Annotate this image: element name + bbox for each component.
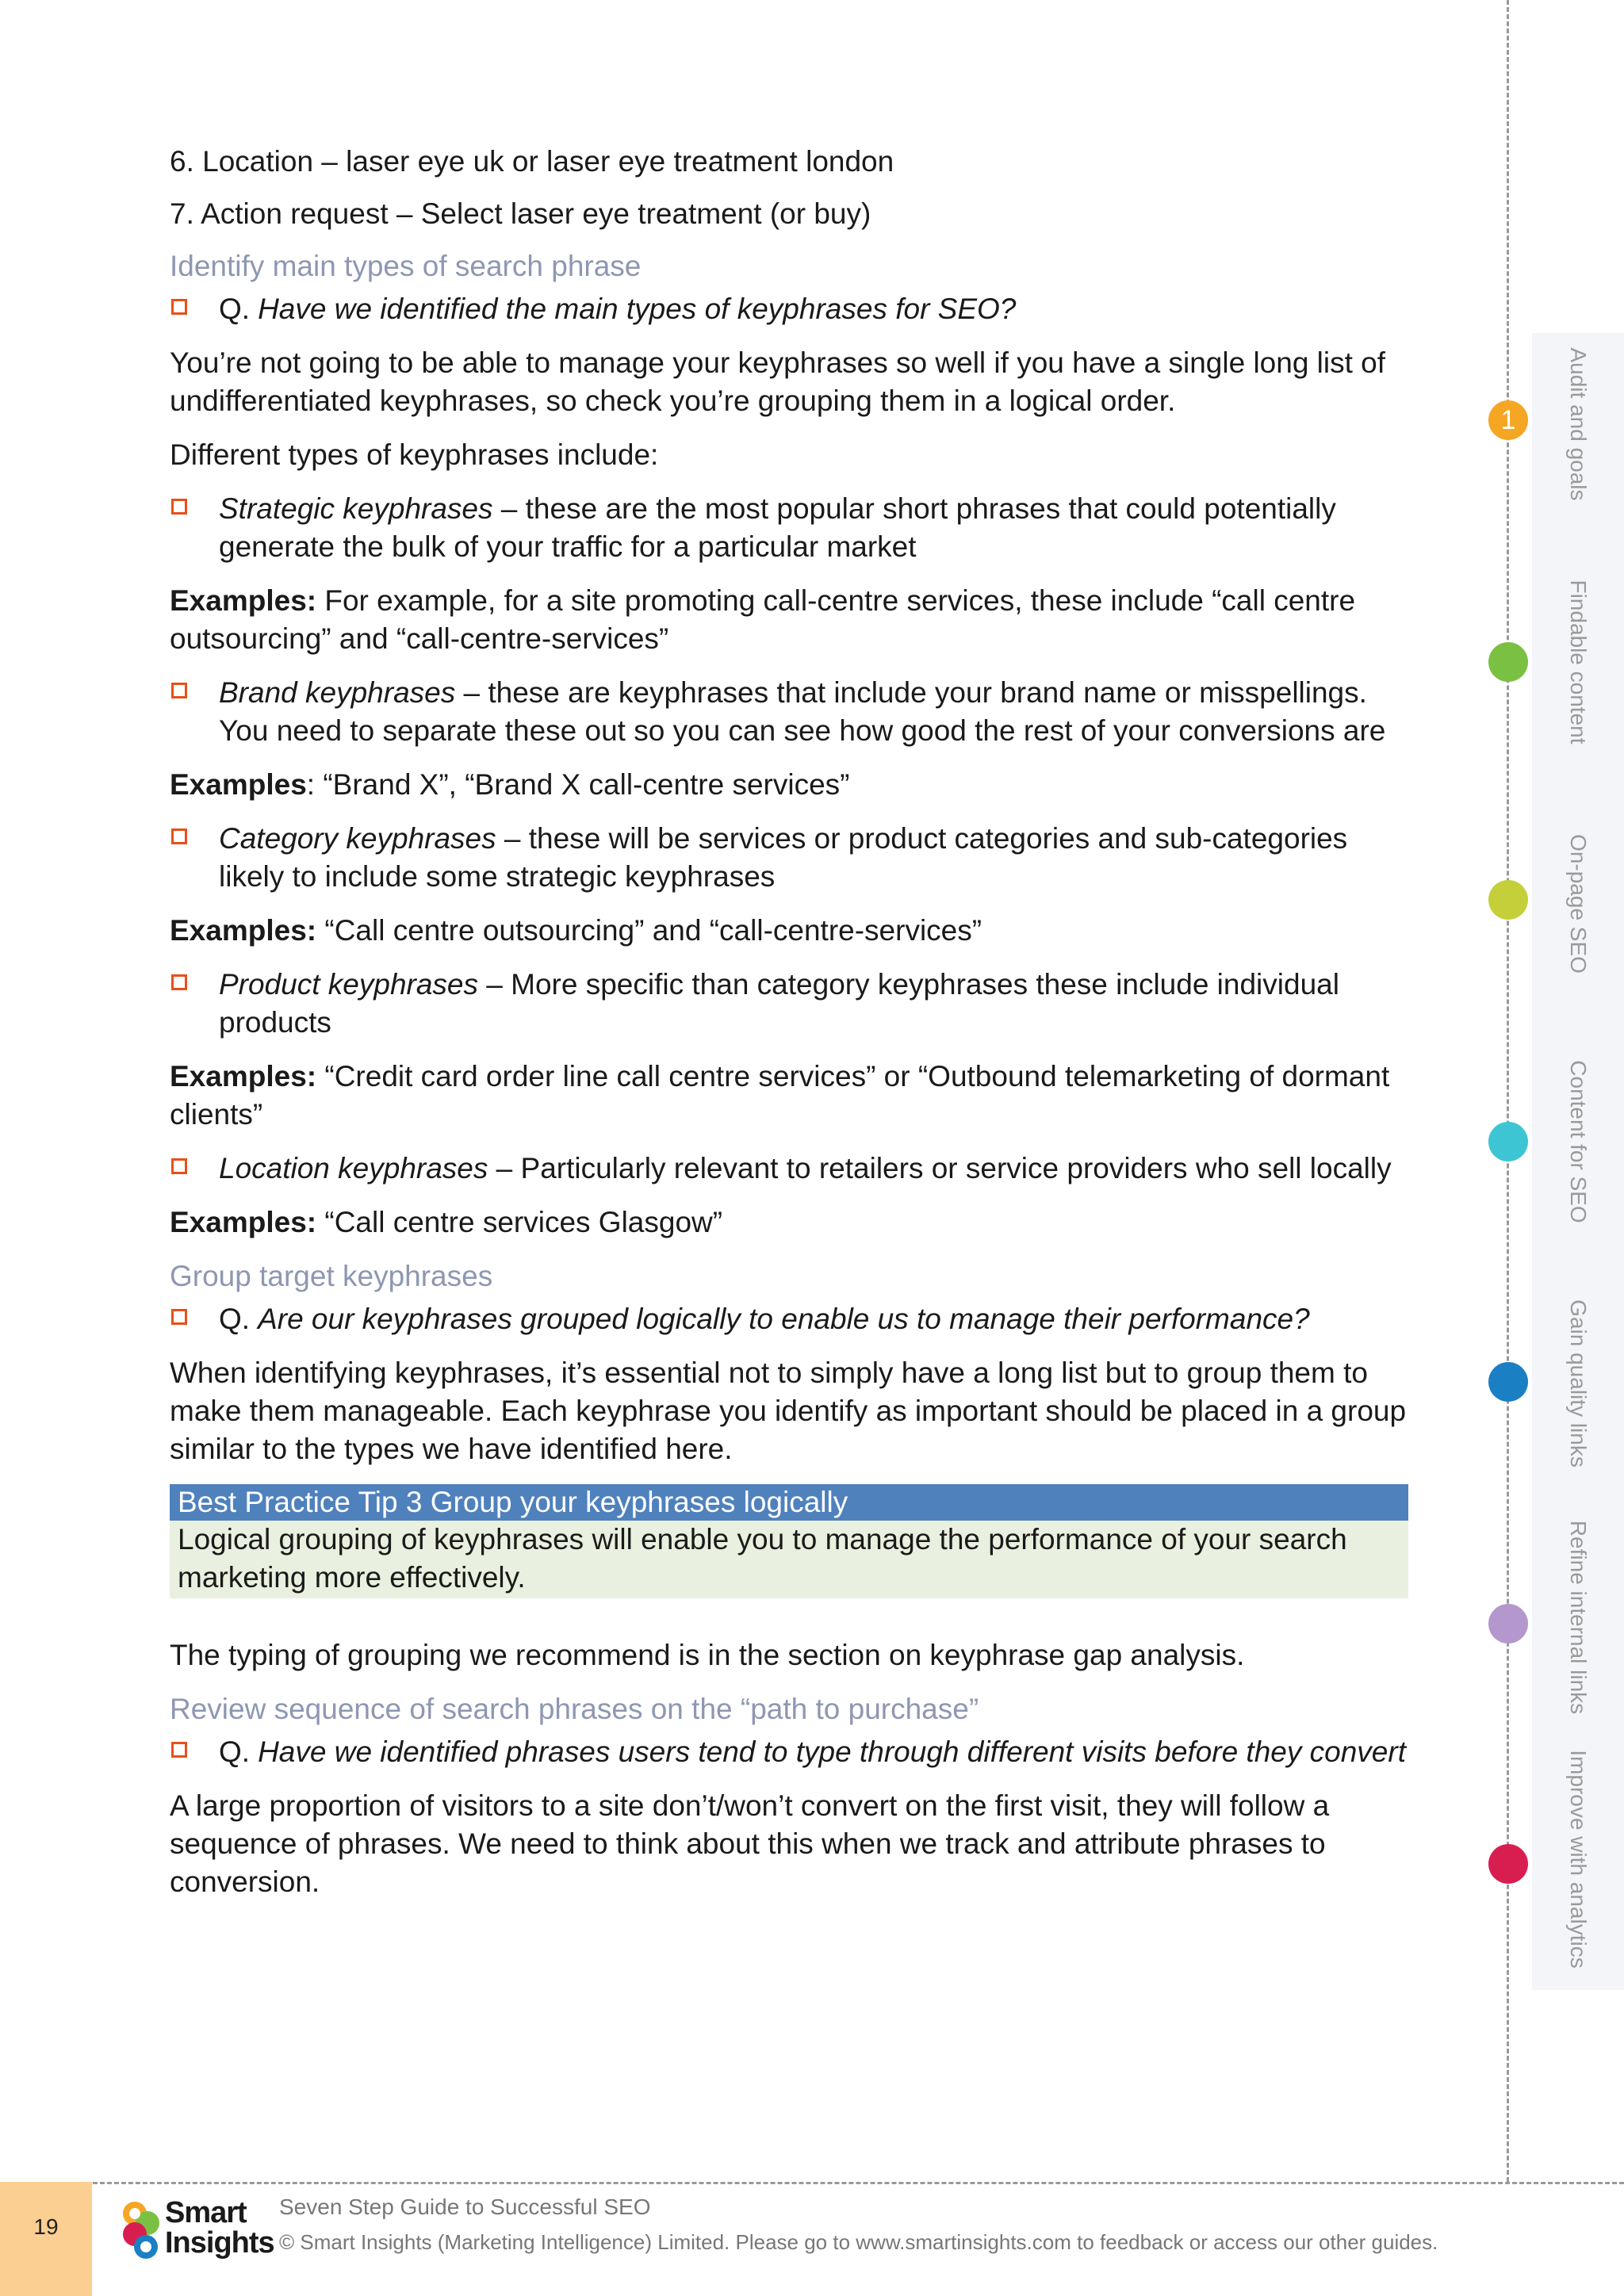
tip-body: Logical grouping of keyphrases will enable you to manage the performance of your search marketing more effectively. [170,1521,1408,1598]
examples-line [170,1058,1411,1134]
question-tag: Q. [219,293,251,325]
question-tag: Q. [219,1735,251,1768]
examples-text: “Call centre outsourcing” and “call-centre-services” [316,914,982,947]
logo-word-1: Smart [165,2196,247,2229]
checkbox-icon [171,1742,187,1758]
examples-text: : “Brand X”, “Brand X call-centre services” [306,768,850,801]
page-number: 19 [33,2214,59,2239]
paragraph: You’re not going to be able to manage your keyphrases so well if you have a single long list of undifferentiated keyphrases, so check you’re grouping them in a logical order. [170,346,1386,417]
keyphrase-type-item [170,820,1411,896]
sidebar-label-findable[interactable]: Findable content [1566,580,1591,744]
step-dot-audit[interactable] [1488,400,1528,440]
logo-word-2: Insights [165,2226,274,2260]
checkbox-icon [171,299,187,315]
section-heading-group-keyphrases: Group target keyphrases [170,1260,493,1292]
question-tag: Q. [219,1303,251,1335]
page-content [170,143,1411,1917]
sidebar-label-content[interactable]: Content for SEO [1566,1060,1591,1223]
sidebar-label-links[interactable]: Gain quality links [1566,1299,1591,1468]
keyphrase-type-item [170,490,1411,566]
keyphrase-type-desc: – these will be services or product categories and sub-categories likely to include some strategic keyphrases [219,822,1348,893]
keyphrase-type-term: Location keyphrases [219,1152,488,1184]
list-item-6: 6. Location – laser eye uk or laser eye treatment london [170,145,894,178]
examples-label: Examples [170,768,307,801]
keyphrase-type-term: Strategic keyphrases [219,492,493,525]
step-dot-findable[interactable] [1488,642,1528,682]
keyphrase-type-term: Category keyphrases [219,822,496,855]
checkbox-icon [171,499,187,515]
sidebar-label-audit[interactable]: Audit and goals [1566,347,1591,501]
keyphrase-type-item [170,966,1411,1042]
checkbox-icon [171,828,187,844]
examples-text: For example, for a site promoting call-centre services, these include “call centre outsourcing” and “call-centre-services” [170,584,1356,655]
paragraph: Different types of keyphrases include: [170,438,659,471]
sidebar-label-onpage[interactable]: On-page SEO [1566,834,1591,974]
keyphrase-type-term: Brand keyphrases [219,676,456,709]
logo-mark-icon [121,2199,162,2263]
examples-label: Examples: [170,914,317,947]
step-dot-internal[interactable] [1488,1604,1528,1644]
examples-line [170,912,1411,950]
section-heading-search-phrase-types: Identify main types of search phrase [170,250,642,282]
checkbox-icon [171,1309,187,1325]
examples-text: “Credit card order line call centre services” or “Outbound telemarketing of dormant clients” [170,1060,1390,1131]
footer-copyright: © Smart Insights (Marketing Intelligence) Limited. Please go to www.smartinsights.com to feedback or access our other guides. [279,2230,1438,2254]
keyphrase-type-item [170,674,1411,750]
keyphrase-type-item [170,1150,1411,1188]
step-dot-links[interactable] [1488,1362,1528,1402]
step-dot-analytics[interactable] [1488,1844,1528,1884]
checkbox-icon [171,1158,187,1174]
examples-label: Examples: [170,1060,317,1093]
checkbox-icon [171,683,187,698]
smart-insights-logo [121,2195,274,2266]
list-item-7: 7. Action request – Select laser eye treatment (or buy) [170,197,871,230]
paragraph: When identifying keyphrases, it’s essential not to simply have a long list but to group them to make them manageable. Each keyphrase you identify as important should be placed in a group similar to the types we have identified here. [170,1357,1407,1465]
step-dot-content[interactable] [1488,1122,1528,1161]
examples-line [170,1203,1411,1242]
keyphrase-type-desc: – these are keyphrases that include your brand name or misspellings. You need to separate these out so you can see how good the rest of your conversions are [219,676,1386,747]
step-dot-onpage[interactable] [1488,880,1528,920]
checkbox-icon [171,974,187,990]
examples-line [170,766,1411,804]
tip-title: Best Practice Tip 3 Group your keyphrases logically [170,1484,1408,1521]
best-practice-tip [170,1484,1408,1598]
checklist-question [170,1300,1411,1338]
keyphrase-type-desc: – Particularly relevant to retailers or service providers who sell locally [488,1152,1392,1184]
keyphrase-type-term: Product keyphrases [219,968,479,1001]
question-text: Have we identified the main types of keyphrases for SEO? [258,293,1017,325]
examples-line [170,582,1411,658]
checklist-question [170,1733,1411,1771]
paragraph: The typing of grouping we recommend is in the section on keyphrase gap analysis. [170,1639,1245,1671]
keyphrase-type-desc: – these are the most popular short phrases that could potentially generate the bulk of your traffic for a particular market [219,492,1336,563]
question-text: Are our keyphrases grouped logically to enable us to manage their performance? [258,1303,1310,1335]
sidebar-label-analytics[interactable]: Improve with analytics [1566,1750,1591,1969]
logo-wordmark [165,2198,274,2258]
examples-label: Examples: [170,1206,317,1238]
footer-guide-title: Seven Step Guide to Successful SEO [279,2195,651,2219]
question-text: Have we identified phrases users tend to type through different visits before they convert [258,1735,1406,1768]
footer-divider [0,2182,1624,2184]
checklist-question [170,290,1411,328]
sidebar-label-internal[interactable]: Refine internal links [1566,1520,1591,1715]
paragraph: A large proportion of visitors to a site don’t/won’t convert on the first visit, they will follow a sequence of phrases. We need to think about this when we track and attribute phrases to conversion. [170,1789,1330,1898]
keyphrase-type-desc: – More specific than category keyphrases these include individual products [219,968,1339,1039]
step-number: 1 [1500,405,1516,435]
examples-text: “Call centre services Glasgow” [316,1206,723,1238]
section-heading-path-to-purchase: Review sequence of search phrases on the “path to purchase” [170,1693,979,1725]
examples-label: Examples: [170,584,317,617]
